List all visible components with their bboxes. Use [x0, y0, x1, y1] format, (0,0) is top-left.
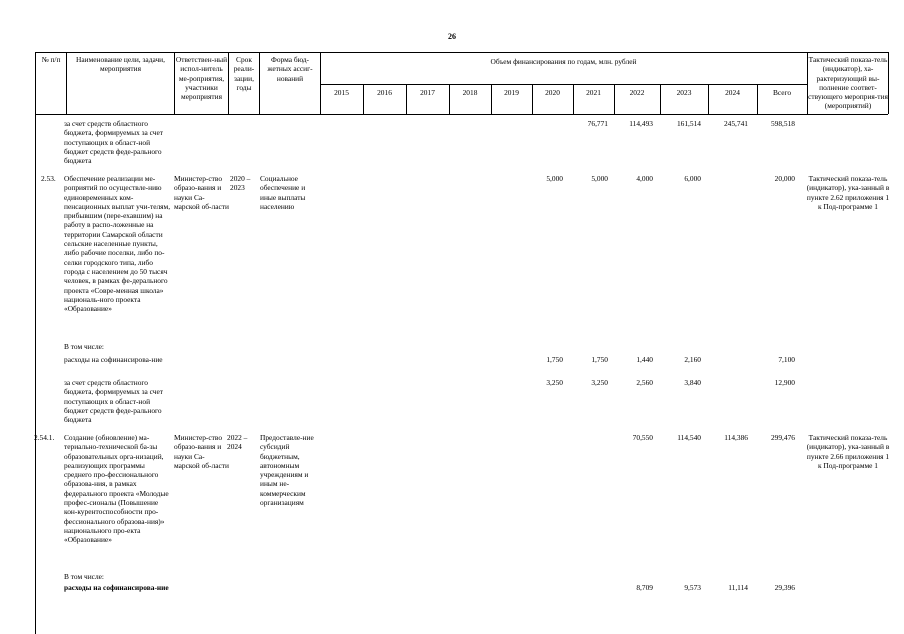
col-divider [888, 52, 889, 114]
row-name: Создание (обновление) ма-териально-технической ба-зы образовательных орга-низаций, реализующих программы среднего про-фессионального образова-ния, в рамках федерального проекта «Молодые профес-сионалы (Повышение кон-курентоспособности про-фессионального образова-ния)» национального про-екта «Образование» [64, 433, 169, 545]
value-2022: 2,560 [636, 378, 653, 387]
value-2020: 1,750 [546, 355, 563, 364]
header-col-responsible: Ответствен-ный испол-нитель ме-роприятия, участники мероприятия [175, 55, 228, 102]
row-responsible: Министер-ство образо-вания и науки Са-марской об-ласти [174, 174, 229, 211]
value-total: 12,900 [774, 378, 795, 387]
row-name: В том числе: [64, 342, 104, 351]
value-2023: 3,840 [684, 378, 701, 387]
row-indicator: Тактический показа-тель (индикатор), ука-занный в пункте 2.62 приложения 1 к Под-программе 1 [806, 174, 890, 211]
value-total: 299,476 [770, 433, 795, 442]
header-col-number: № п/п [41, 55, 61, 64]
value-2023: 6,000 [684, 174, 701, 183]
page-number: 26 [448, 32, 456, 41]
row-number: 2.54.1. [34, 433, 55, 442]
header-year: 2017 [420, 88, 435, 97]
value-2023: 2,160 [684, 355, 701, 364]
row-name: за счет средств областного бюджета, формируемых за счет поступающих в област-ной бюджет средств феде-рального бюджета [64, 119, 164, 166]
value-2021: 3,250 [591, 378, 608, 387]
value-2022: 114,493 [629, 119, 653, 128]
header-col-form: Форма бюд-жетных ассиг-нований [267, 55, 313, 83]
value-total: 20,000 [774, 174, 795, 183]
value-2023: 161,514 [676, 119, 701, 128]
table-top-border [35, 52, 888, 53]
row-name: за счет средств областного бюджета, формируемых за счет поступающих в област-ной бюджет средств феде-рального бюджета [64, 378, 164, 425]
value-2020: 3,250 [546, 378, 563, 387]
row-name: Обеспечение реализации ме-роприятий по осуществле-нию единовременных ком-пенсационных выплат учи-телям, прибывшим (пере-ехавшим) на работу в распо-ложенные на территории Самарской области сельские населенные пункты, либо рабочие поселки, либо по-селки городского типа, либо города с населением до 50 тысяч человек, в рамках фе-дерального проекта «Совре-менная школа» националь-ного проекта «Образование» [64, 174, 171, 314]
header-bottom-border [35, 114, 888, 115]
header-year: 2015 [334, 88, 349, 97]
value-total: 29,396 [774, 583, 795, 592]
row-term: 2020 – 2023 [230, 174, 251, 193]
value-2021: 1,750 [591, 355, 608, 364]
row-name: расходы на софинансирова-ние [64, 355, 163, 364]
header-total: Всего [772, 88, 792, 97]
header-col-funding: Объем финансирования по годам, млн. рублей [490, 57, 637, 66]
col-divider [66, 52, 67, 114]
value-2022: 1,440 [636, 355, 653, 364]
value-2021: 76,771 [587, 119, 608, 128]
row-number: 2.53. [41, 174, 56, 183]
header-year: 2019 [504, 88, 519, 97]
col-divider [35, 52, 36, 634]
value-2022: 70,550 [632, 433, 653, 442]
header-col-indicator: Тактический показа-тель (индикатор), ха-рактеризующий вы-полнение соответ-ствующего мероприя-тия (мероприятий) [808, 55, 888, 111]
header-year: 2021 [586, 88, 601, 97]
header-year: 2016 [377, 88, 392, 97]
value-2020: 5,000 [546, 174, 563, 183]
value-2023: 114,540 [677, 433, 701, 442]
value-2023: 9,573 [684, 583, 701, 592]
header-year: 2022 [629, 88, 645, 97]
row-indicator: Тактический показа-тель (индикатор), ука-занный в пункте 2.66 приложения 1 к Под-программе 1 [806, 433, 890, 470]
row-term: 2022 – 2024 [227, 433, 248, 452]
row-name: расходы на софинансирова-ние [64, 583, 169, 592]
value-total: 598,518 [770, 119, 795, 128]
row-form: Социальное обеспечение и иные выплаты населению [260, 174, 306, 211]
row-responsible: Министер-ство образо-вания и науки Са-марской об-ласти [174, 433, 229, 470]
value-2022: 4,000 [636, 174, 653, 183]
value-2024: 245,741 [723, 119, 748, 128]
header-year: 2018 [462, 88, 478, 97]
value-2021: 5,000 [591, 174, 608, 183]
header-col-term: Срок реали-зации, годы [233, 55, 255, 92]
header-year: 2024 [725, 88, 740, 97]
row-form: Предоставле-ние субсидий бюджетным, автономным учреждениям и иным не-коммерческим организациям [260, 433, 314, 508]
value-total: 7,100 [778, 355, 795, 364]
value-2024: 11,114 [728, 583, 748, 592]
value-2024: 114,386 [724, 433, 748, 442]
header-col-name: Наименование цели, задачи, мероприятия [76, 55, 165, 74]
header-year: 2020 [545, 88, 560, 97]
header-year: 2023 [676, 88, 692, 97]
row-name: В том числе: [64, 572, 104, 581]
value-2022: 8,709 [636, 583, 653, 592]
years-top-border [320, 84, 807, 85]
